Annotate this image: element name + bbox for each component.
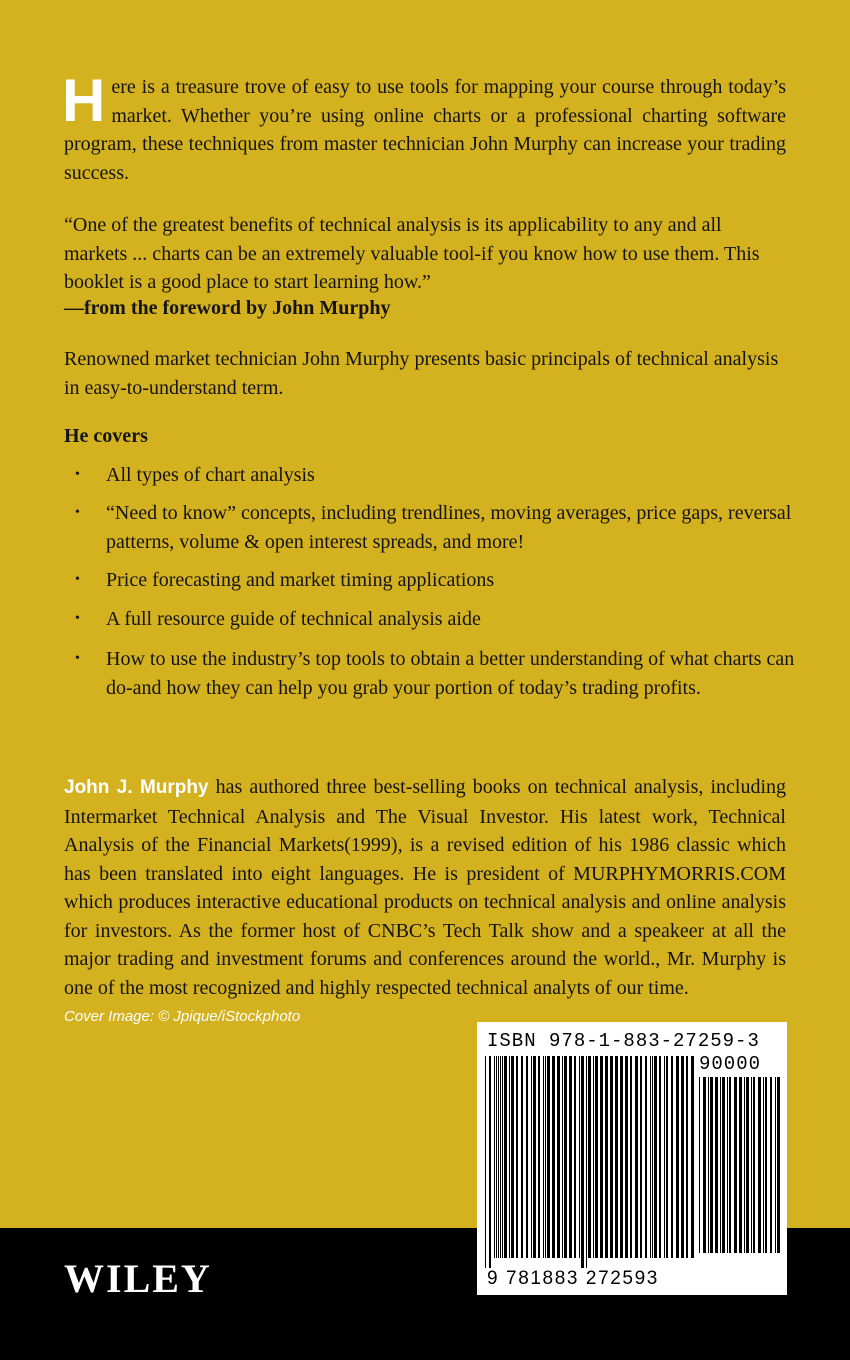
barcode-bar [765, 1077, 767, 1253]
barcode-bar [739, 1077, 742, 1253]
bullet-item [75, 605, 796, 634]
barcode-bar [498, 1056, 499, 1258]
barcode-bar [734, 1077, 737, 1253]
barcode-bar [671, 1056, 673, 1258]
barcode-bar [605, 1056, 608, 1258]
barcode-bar [722, 1077, 725, 1253]
barcode-bar [586, 1056, 587, 1268]
barcode-bar [516, 1056, 518, 1258]
bullet-item [75, 645, 796, 702]
bullet-text: How to use the industry’s top tools to obtain a better understanding of what charts can do-and how they can help you grab your portion of today’s trading profits. [106, 648, 795, 699]
barcode-bar [521, 1056, 523, 1258]
barcode-bar [758, 1077, 761, 1253]
barcode-bar [581, 1056, 584, 1268]
barcode-bar [595, 1056, 598, 1258]
barcode-bar [593, 1056, 594, 1258]
price-code: 90000 [699, 1053, 762, 1075]
barcode-bar [753, 1077, 755, 1253]
barcode-bar [562, 1056, 563, 1258]
bullet-text: Price forecasting and market timing applications [106, 569, 495, 591]
book-description: Renowned market technician John Murphy presents basic principals of technical analysis in easy-to-understand term. [64, 348, 779, 399]
author-bio [64, 773, 786, 1002]
barcode-bar [729, 1077, 731, 1253]
barcode-bar [708, 1077, 709, 1253]
barcode-bar [489, 1056, 491, 1268]
bullet-dot: • [75, 611, 80, 626]
barcode-bar [763, 1077, 764, 1253]
barcode-bar [691, 1056, 694, 1258]
barcode-bar [650, 1056, 651, 1258]
barcode-bar [635, 1056, 638, 1258]
barcode-bar [610, 1056, 613, 1258]
barcode-bar [511, 1056, 514, 1258]
author-bio-text: has authored three best-selling books on technical analysis, including Intermarket Technical Analysis and The Visual Investor. His latest work, Technical Analysis of the Financial Markets(1999), is a revised edition of his 1986 classic which has been translated into eight languages. He is president of MURPHYMORRIS.COM which produces interactive educational products on technical analysis and online analysis for investors. As the former host of CNBC’s Tech Talk show and a speakeer at all the major trading and investment forums and conferences around the world., Mr. Murphy is one of the most recognized and highly respected technical analyts of our time. [64, 776, 787, 999]
barcode-bar [557, 1056, 560, 1258]
barcode-bar [500, 1056, 501, 1258]
barcode-bar [727, 1077, 728, 1253]
barcode-bars [485, 1056, 695, 1268]
intro-text: ere is a treasure trove of easy to use tools for mapping your course through today’s market. Whether you’re using online charts or a professional charting software program, these techniques from master technician John Murphy can increase your trading success. [64, 76, 786, 184]
barcode-bar [494, 1056, 495, 1258]
barcode-bar [681, 1056, 684, 1258]
barcode-bar [496, 1056, 497, 1258]
barcode-bar [770, 1077, 772, 1253]
bullet-text: A full resource guide of technical analysis aide [106, 608, 481, 630]
barcode-bar [579, 1056, 580, 1258]
barcode-bar [652, 1056, 653, 1258]
author-name: John J. Murphy [64, 777, 209, 798]
ean-digits: 9 781883 272593 [487, 1268, 659, 1289]
covers-heading: He covers [64, 425, 148, 447]
barcode-bar [526, 1056, 528, 1258]
bullet-text: “Need to know” concepts, including trendlines, moving averages, price gaps, reversal patterns, volume & open interest spreads, and more! [106, 502, 792, 553]
bullet-item [75, 499, 796, 556]
barcode-bar [703, 1077, 706, 1253]
bullet-dot: • [75, 467, 80, 482]
barcode-bar [533, 1056, 536, 1258]
barcode-bar [630, 1056, 632, 1258]
barcode-bar [777, 1077, 780, 1253]
barcode-bar [654, 1056, 657, 1258]
publisher-logo: WILEY [64, 1256, 212, 1301]
barcode-bar [664, 1056, 665, 1258]
barcode-bar [686, 1056, 688, 1258]
barcode-bar [775, 1077, 776, 1253]
barcode-bar [710, 1077, 713, 1253]
barcode-bar [509, 1056, 510, 1258]
barcode-bar [659, 1056, 661, 1258]
barcode-bar [615, 1056, 618, 1258]
barcode-addon-bars [699, 1077, 781, 1263]
barcode-bar [600, 1056, 603, 1258]
bullet-item [75, 461, 796, 490]
barcode-bar [666, 1056, 668, 1258]
intro-paragraph [62, 67, 786, 187]
barcode-bar [545, 1056, 546, 1258]
barcode-bar [543, 1056, 544, 1258]
barcode-bar [676, 1056, 679, 1258]
barcode-bar [564, 1056, 567, 1258]
bullet-item [75, 566, 796, 595]
barcode-bar [504, 1056, 507, 1258]
bullet-text: All types of chart analysis [106, 464, 315, 486]
barcode-bar [531, 1056, 532, 1258]
barcode-bar [574, 1056, 576, 1258]
quote-attribution: —from the foreword by John Murphy [64, 297, 391, 319]
barcode-bar [502, 1056, 503, 1258]
bullet-dot: • [75, 505, 80, 520]
bullet-dot: • [75, 572, 80, 587]
barcode-bar [552, 1056, 555, 1258]
barcode-bar [746, 1077, 749, 1253]
barcode-bar [645, 1056, 647, 1258]
barcode-bar [625, 1056, 628, 1258]
barcode-bar [751, 1077, 752, 1253]
barcode-bar [640, 1056, 642, 1258]
barcode-bar [620, 1056, 623, 1258]
barcode-bar [699, 1077, 700, 1253]
barcode-bar [485, 1056, 486, 1268]
barcode-bar [744, 1077, 745, 1253]
isbn-label: ISBN 978-1-883-27259-3 [487, 1030, 760, 1052]
drop-cap: H [62, 67, 106, 134]
barcode-bar [538, 1056, 540, 1258]
barcode-panel [477, 1022, 787, 1295]
barcode-bar [569, 1056, 572, 1258]
barcode-bar [547, 1056, 550, 1258]
bullet-dot: • [75, 651, 80, 666]
barcode-bar [715, 1077, 718, 1253]
foreword-quote: “One of the greatest benefits of technical analysis is its applicability to any and all markets ... charts can be an extremely valuable tool-if you know how to use them. This booklet is a good place to start learning how.” [64, 214, 760, 293]
cover-image-credit: Cover Image: © Jpique/iStockphoto [64, 1008, 301, 1025]
barcode-bar [720, 1077, 721, 1253]
barcode-bar [588, 1056, 591, 1258]
